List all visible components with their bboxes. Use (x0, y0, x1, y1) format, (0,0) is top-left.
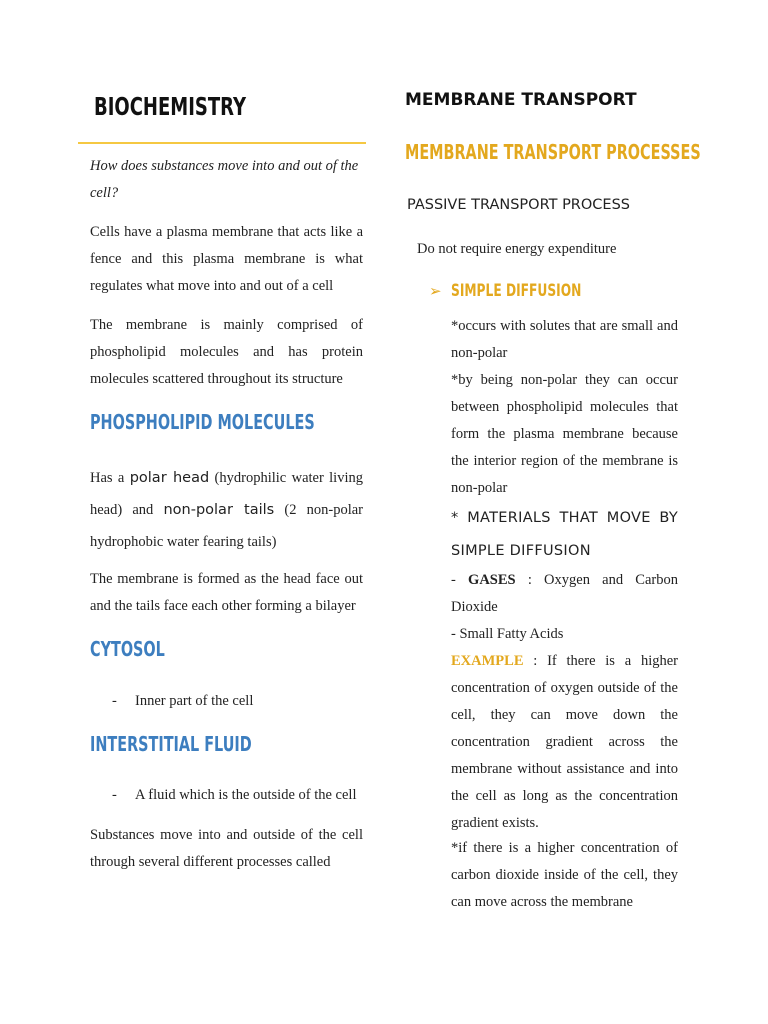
co2-paragraph: *if there is a higher concentration of carbon dioxide inside of the cell, they can move across the membrane (451, 840, 678, 910)
intro-question: How does substances move into and out of the cell? (90, 158, 359, 201)
list-dash: - (112, 693, 117, 709)
paragraph-plasma-membrane: Cells have a plasma membrane that acts like a fence and this plasma membrane is what regulates what move into and out of a cell (90, 224, 363, 294)
heading-passive-transport: PASSIVE TRANSPORT PROCESS (407, 197, 630, 213)
heading-interstitial-fluid: INTERSTITIAL FLUID (90, 732, 252, 756)
passive-energy-note: Do not require energy expenditure (417, 241, 617, 257)
list-dash: - (112, 787, 117, 803)
title-divider (78, 142, 366, 144)
materials-heading: * MATERIALS THAT MOVE BY SIMPLE DIFFUSION (451, 510, 678, 559)
example-paragraph (451, 648, 678, 837)
paragraph-polar-head (90, 462, 363, 558)
example-text: : If there is a higher concentration of oxygen outside of the cell, they can move down the concentration gradient across the membrane without assistance and into the cell as long as the concentration gradient exists. (451, 653, 678, 831)
cytosol-definition: Inner part of the cell (135, 693, 254, 709)
gases-text: : Oxygen and Carbon Dioxide (451, 572, 678, 615)
page-title: BIOCHEMISTRY (94, 92, 247, 121)
section-title-membrane-transport: MEMBRANE TRANSPORT (405, 90, 637, 110)
ph-text-e: (2 non-polar hydrophobic water fearing tails) (90, 502, 364, 550)
ph-text-c: (hydrophilic water living head) and (90, 470, 363, 518)
gases-line (451, 567, 678, 621)
small-fatty-acids: - Small Fatty Acids (451, 626, 564, 642)
gases-label: GASES (468, 572, 516, 588)
simple-diffusion-point-2: *by being non-polar they can occur between phospholipid molecules that form the plasma membrane because the interior region of the membrane is non-polar (451, 372, 678, 496)
example-label: EXAMPLE (451, 653, 524, 669)
paragraph-bilayer: The membrane is formed as the head face out and the tails face each other forming a bilayer (90, 571, 363, 614)
heading-membrane-transport-processes: MEMBRANE TRANSPORT PROCESSES (405, 140, 701, 164)
gases-dash: - (451, 572, 469, 588)
simple-diffusion-point-1: *occurs with solutes that are small and non-polar (451, 318, 678, 361)
interstitial-definition: A fluid which is the outside of the cell (135, 787, 357, 803)
paragraph-processes: Substances move into and outside of the cell through several different processes called (90, 827, 363, 870)
heading-phospholipid-molecules: PHOSPHOLIPID MOLECULES (90, 410, 315, 434)
ph-text-a: Has a (90, 470, 130, 486)
heading-cytosol: CYTOSOL (90, 637, 165, 661)
arrow-bullet-icon: ➢ (429, 284, 442, 300)
ph-term-non-polar-tails: non-polar tails (163, 502, 275, 518)
heading-simple-diffusion: SIMPLE DIFFUSION (451, 281, 582, 301)
ph-term-polar-head: polar head (129, 470, 210, 486)
paragraph-membrane-composition: The membrane is mainly comprised of phospholipid molecules and has protein molecules scattered throughout its structure (90, 317, 363, 387)
